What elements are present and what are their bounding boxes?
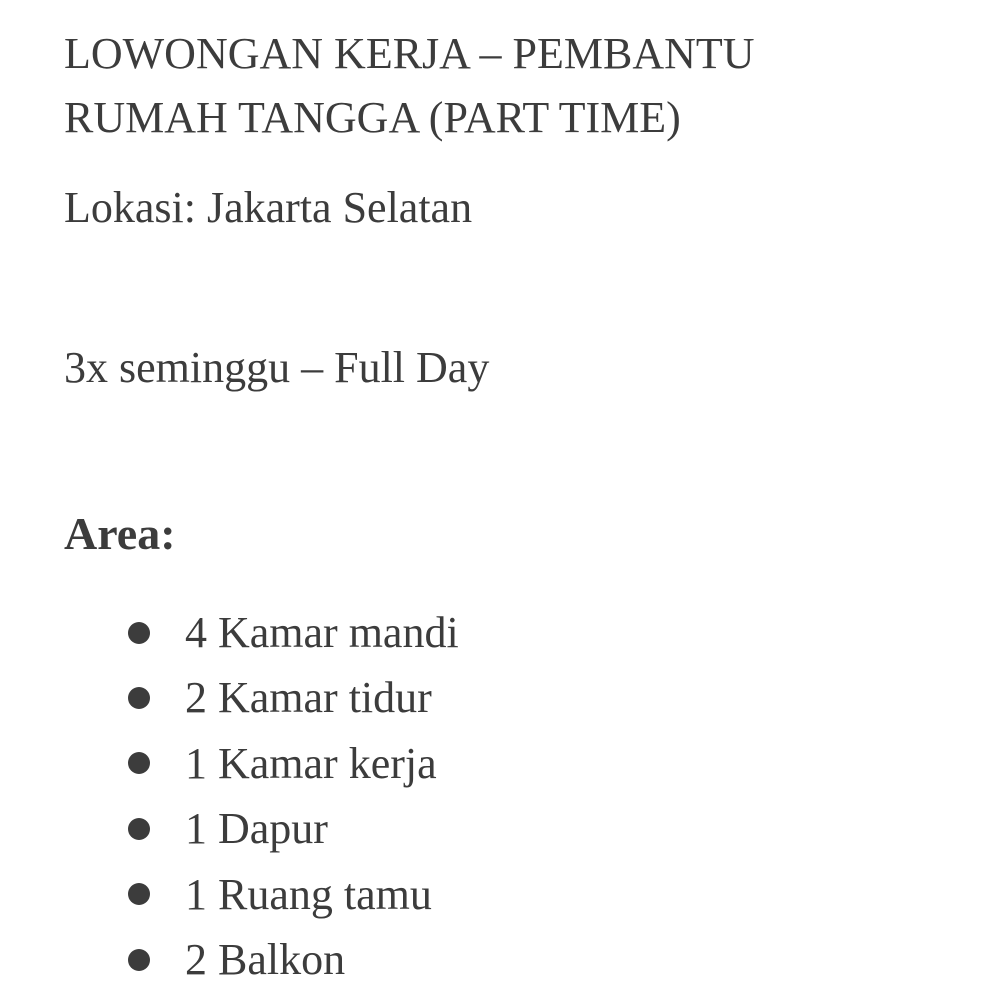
bullet-icon: [128, 949, 150, 971]
list-item: [64, 731, 459, 796]
list-item-label: 2 Balkon: [185, 934, 346, 984]
schedule-text: 3x seminggu – Full Day: [64, 343, 490, 392]
list-item-label: 4 Kamar mandi: [185, 608, 459, 657]
bullet-icon: [128, 687, 150, 709]
area-heading: Area:: [64, 508, 176, 559]
list-item: [64, 665, 459, 730]
list-item-label: 1 Kamar kerja: [185, 738, 437, 788]
list-item: [64, 862, 459, 927]
area-list: [64, 600, 459, 992]
bullet-icon: [128, 622, 150, 644]
page-title: [64, 22, 944, 150]
list-item: [64, 796, 459, 861]
bullet-icon: [128, 752, 150, 774]
title-line-2: RUMAH TANGGA (PART TIME): [64, 93, 681, 142]
location-text: Lokasi: Jakarta Selatan: [64, 183, 473, 232]
list-item: [64, 600, 459, 665]
list-item: [64, 927, 459, 992]
list-item-label: 1 Ruang tamu: [185, 869, 432, 919]
title-line-1: LOWONGAN KERJA – PEMBANTU: [64, 29, 755, 78]
list-item-label: 1 Dapur: [185, 804, 328, 854]
bullet-icon: [128, 883, 150, 905]
list-item-label: 2 Kamar tidur: [185, 673, 432, 723]
bullet-icon: [128, 818, 150, 840]
